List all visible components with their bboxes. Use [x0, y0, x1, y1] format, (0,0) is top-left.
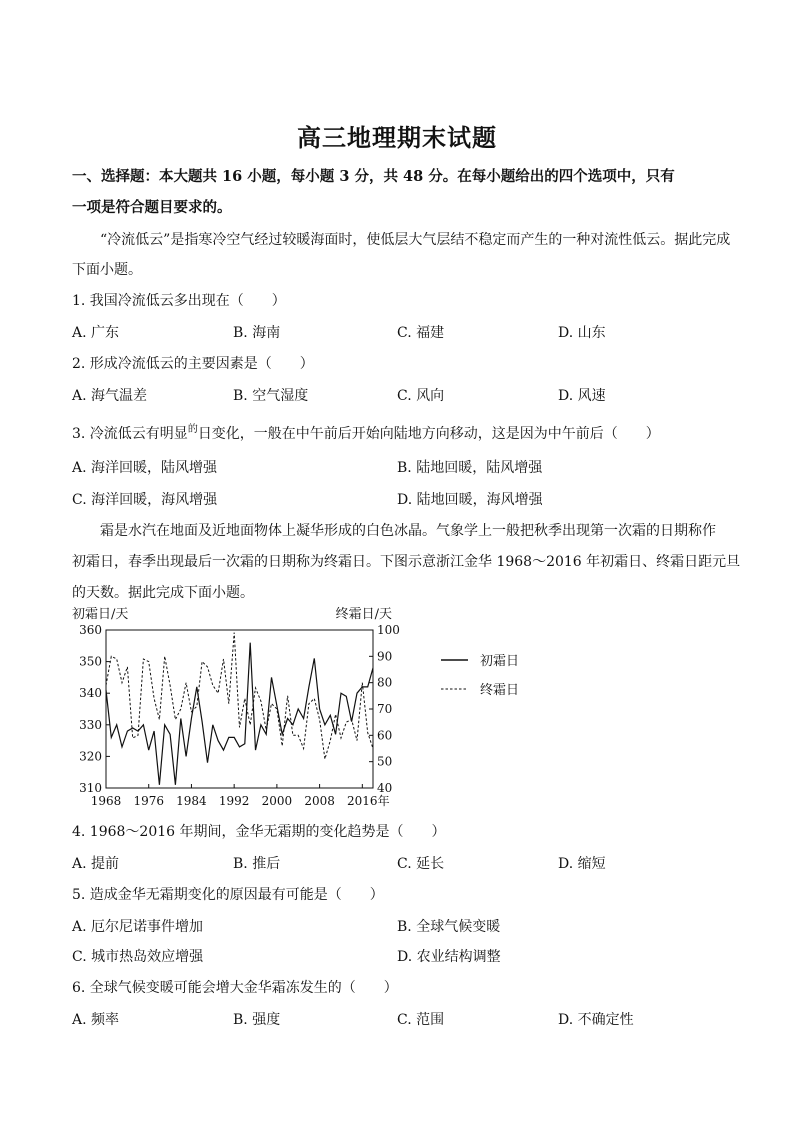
question-1-stem: 1. 我国冷流低云多出现在（ ）	[72, 293, 286, 309]
question-2-stem: 2. 形成冷流低云的主要因素是（ ）	[72, 356, 314, 372]
x-tick-label: 2008	[304, 794, 335, 808]
question-4-option-b[interactable]: B. 推后	[233, 856, 281, 872]
y-right-tick-label: 60	[377, 728, 393, 743]
question-6-option-a[interactable]: A. 频率	[72, 1012, 120, 1028]
question-6-stem: 6. 全球气候变暖可能会增大金华霜冻发生的（ ）	[72, 980, 398, 996]
x-tick-label: 1976	[133, 794, 164, 808]
question-5-option-d[interactable]: D. 农业结构调整	[397, 949, 501, 965]
question-3-stem-post: 日变化，一般在中午前后开始向陆地方向移动，这是因为中午前后（ ）	[197, 426, 660, 442]
legend-label-last-frost: 终霜日	[480, 683, 520, 698]
intro2-line3: 的天数。据此完成下面小题。	[72, 585, 254, 601]
y-right-tick-label: 40	[377, 781, 393, 795]
question-3-option-a[interactable]: A. 海洋回暖，陆风增强	[72, 460, 218, 476]
y-left-tick-label: 350	[79, 654, 102, 669]
question-1-option-c[interactable]: C. 福建	[397, 325, 445, 341]
y-left-tick-label: 320	[79, 749, 102, 764]
series-line-first-frost	[106, 643, 373, 785]
intro1-line2: 下面小题。	[72, 262, 142, 278]
question-5-stem: 5. 造成金华无霜期变化的原因最有可能是（ ）	[72, 887, 384, 903]
section-heading-line2: 一项是符合题目要求的。	[72, 199, 232, 216]
question-3-stem-pre: 3. 冷流低云有明显	[72, 426, 188, 442]
question-3-stem-sup: 的	[187, 424, 198, 435]
question-2-option-c[interactable]: C. 风向	[397, 388, 445, 404]
y-left-tick-label: 340	[79, 686, 102, 701]
question-1-option-a[interactable]: A. 广东	[72, 325, 120, 341]
question-4-option-a[interactable]: A. 提前	[72, 856, 120, 872]
intro2-line2: 初霜日，春季出现最后一次霜的日期称为终霜日。下图示意浙江金华 1968～2016 年初霜日、终霜日距元旦	[72, 554, 741, 570]
section-heading-line1: 一、选择题：本大题共 16 小题，每小题 3 分，共 48 分。在每小题给出的四个选项中，只有	[72, 168, 675, 185]
question-3-option-b[interactable]: B. 陆地回暖，陆风增强	[397, 460, 543, 476]
page-title: 高三地理期末试题	[297, 123, 497, 152]
question-5-option-b[interactable]: B. 全球气候变暖	[397, 919, 501, 935]
question-4-stem: 4. 1968～2016 年期间，金华无霜期的变化趋势是（ ）	[72, 824, 446, 840]
question-1-option-d[interactable]: D. 山东	[558, 325, 606, 341]
question-5-option-a[interactable]: A. 厄尔尼诺事件增加	[72, 919, 204, 935]
legend-label-first-frost: 初霜日	[480, 654, 520, 669]
y-left-tick-label: 310	[79, 781, 102, 795]
y-axis-left-label: 初霜日/天	[72, 607, 129, 622]
x-tick-label: 1992	[218, 794, 250, 808]
question-2-option-d[interactable]: D. 风速	[558, 388, 606, 404]
question-5-option-c[interactable]: C. 城市热岛效应增强	[72, 949, 204, 965]
y-right-tick-label: 90	[377, 649, 393, 664]
question-1-option-b[interactable]: B. 海南	[233, 325, 281, 341]
question-2-option-b[interactable]: B. 空气湿度	[233, 388, 309, 404]
x-tick-label: 1968	[90, 794, 122, 808]
y-left-tick-label: 360	[79, 623, 102, 637]
question-3-stem	[72, 423, 660, 443]
x-tick-label: 2000	[261, 794, 293, 808]
question-4-option-d[interactable]: D. 缩短	[558, 856, 606, 872]
question-4-option-c[interactable]: C. 延长	[397, 856, 445, 872]
y-right-tick-label: 100	[377, 623, 400, 637]
intro2-line1: 霜是水汽在地面及近地面物体上凝华形成的白色冰晶。气象学上一般把秋季出现第一次霜的日期称作	[100, 523, 716, 539]
question-2-option-a[interactable]: A. 海气温差	[72, 388, 148, 404]
y-right-tick-label: 80	[377, 675, 393, 690]
frost-chart	[66, 602, 546, 812]
x-tick-label: 1984	[176, 794, 207, 808]
question-6-option-d[interactable]: D. 不确定性	[558, 1012, 634, 1028]
chart-frame	[106, 630, 373, 788]
question-3-option-c[interactable]: C. 海洋回暖，海风增强	[72, 492, 218, 508]
intro1-line1: “冷流低云”是指寒冷空气经过较暖海面时，使低层大气层结不稳定而产生的一种对流性低云。据此完成	[100, 232, 731, 248]
question-6-option-c[interactable]: C. 范围	[397, 1012, 445, 1028]
y-right-tick-label: 50	[377, 754, 393, 769]
y-left-tick-label: 330	[79, 717, 102, 732]
y-axis-right-label: 终霜日/天	[335, 607, 392, 622]
y-right-tick-label: 70	[377, 702, 393, 716]
question-3-option-d[interactable]: D. 陆地回暖，海风增强	[397, 492, 543, 508]
question-6-option-b[interactable]: B. 强度	[233, 1012, 281, 1028]
x-tick-label: 2016年	[347, 794, 390, 808]
